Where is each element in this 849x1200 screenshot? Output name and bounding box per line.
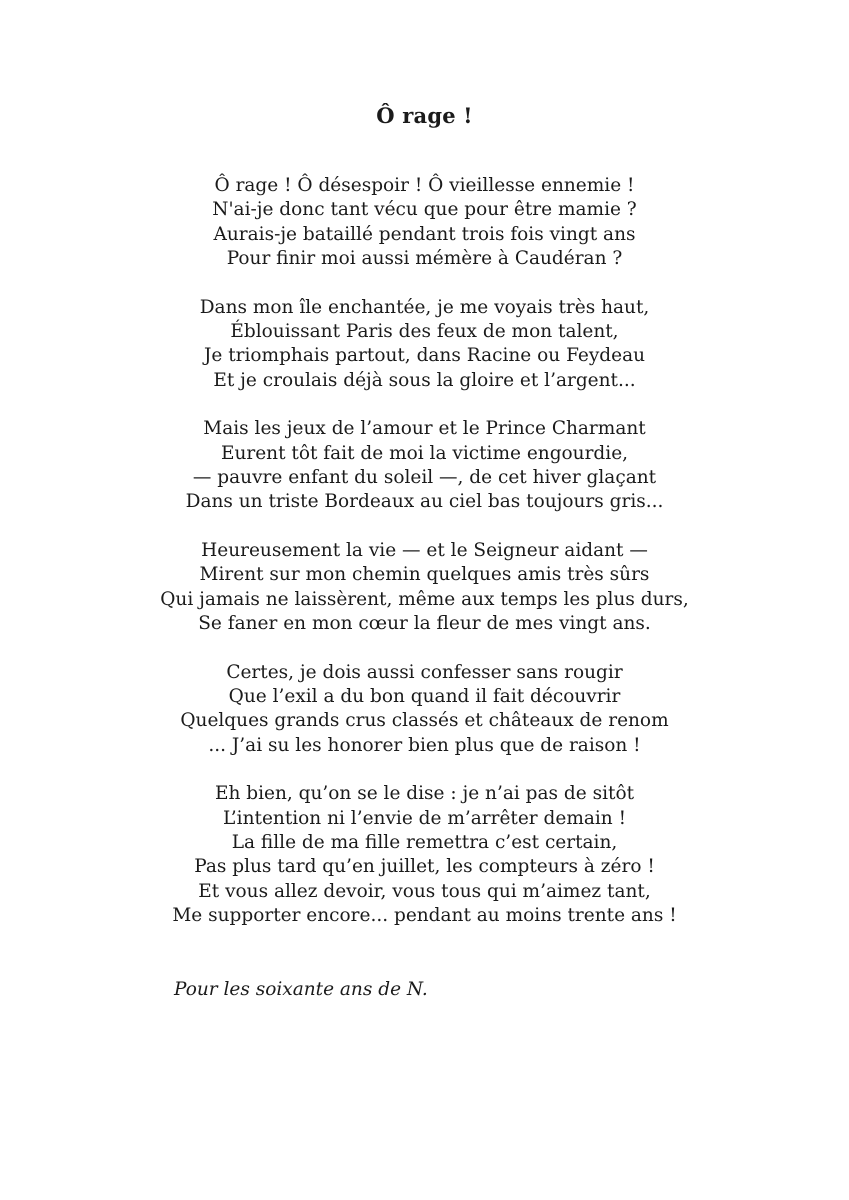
poem-line: Certes, je dois aussi confesser sans rougir xyxy=(226,661,623,683)
poem-line: Éblouissant Paris des feux de mon talent, xyxy=(230,321,619,343)
poem-line: Pour finir moi aussi mémère à Caudéran ? xyxy=(226,248,623,270)
poem-line: Heureusement la vie — et le Seigneur aidant — xyxy=(201,539,648,561)
stanza-2 xyxy=(0,296,849,394)
poem-line: N'ai-je donc tant vécu que pour être mamie ? xyxy=(212,199,637,221)
poem-line: Mirent sur mon chemin quelques amis très sûrs xyxy=(199,564,650,586)
poem-line: Pas plus tard qu’en juillet, les compteurs à zéro ! xyxy=(194,856,655,878)
stanza-1 xyxy=(0,174,849,272)
poem-title: Ô rage ! xyxy=(376,103,473,128)
poem-line: Dans un triste Bordeaux au ciel bas toujours gris... xyxy=(185,491,664,513)
poem-line: Eurent tôt fait de moi la victime engourdie, xyxy=(220,442,629,464)
dedication: Pour les soixante ans de N. xyxy=(174,978,428,1000)
poem-line: Que l’exil a du bon quand il fait découvrir xyxy=(228,685,621,707)
poem-line: Mais les jeux de l’amour et le Prince Charmant xyxy=(203,418,646,440)
stanza-5 xyxy=(0,661,849,759)
poem-line: Qui jamais ne laissèrent, même aux temps les plus durs, xyxy=(160,588,689,610)
poem-line: Se faner en mon cœur la fleur de mes vingt ans. xyxy=(198,613,651,635)
poem-line: Eh bien, qu’on se le dise : je n’ai pas de sitôt xyxy=(214,783,635,805)
poem-line: Me supporter encore... pendant au moins trente ans ! xyxy=(172,905,677,927)
stanza-4 xyxy=(0,539,849,637)
stanza-3 xyxy=(0,417,849,515)
poem-body xyxy=(0,174,849,929)
stanza-6 xyxy=(0,782,849,928)
poem-line: La fille de ma fille remettra c’est certain, xyxy=(231,831,618,853)
poem-line: Et vous allez devoir, vous tous qui m’aimez tant, xyxy=(198,880,651,902)
poem-line: L’intention ni l’envie de m’arrêter demain ! xyxy=(222,807,627,829)
poem-line: Ô rage ! Ô désespoir ! Ô vieillesse ennemie ! xyxy=(214,175,635,196)
poem-line: Quelques grands crus classés et châteaux de renom xyxy=(180,710,669,732)
poem-line: Et je croulais déjà sous la gloire et l’argent... xyxy=(213,369,636,391)
poem-line: Aurais-je bataillé pendant trois fois vingt ans xyxy=(213,223,636,245)
poem-line: — pauvre enfant du soleil —, de cet hiver glaçant xyxy=(192,467,657,489)
poem-line: Je triomphais partout, dans Racine ou Feydeau xyxy=(203,345,646,367)
poem-line: ... J’ai su les honorer bien plus que de raison ! xyxy=(208,734,641,756)
poem-line: Dans mon île enchantée, je me voyais très haut, xyxy=(199,296,650,318)
